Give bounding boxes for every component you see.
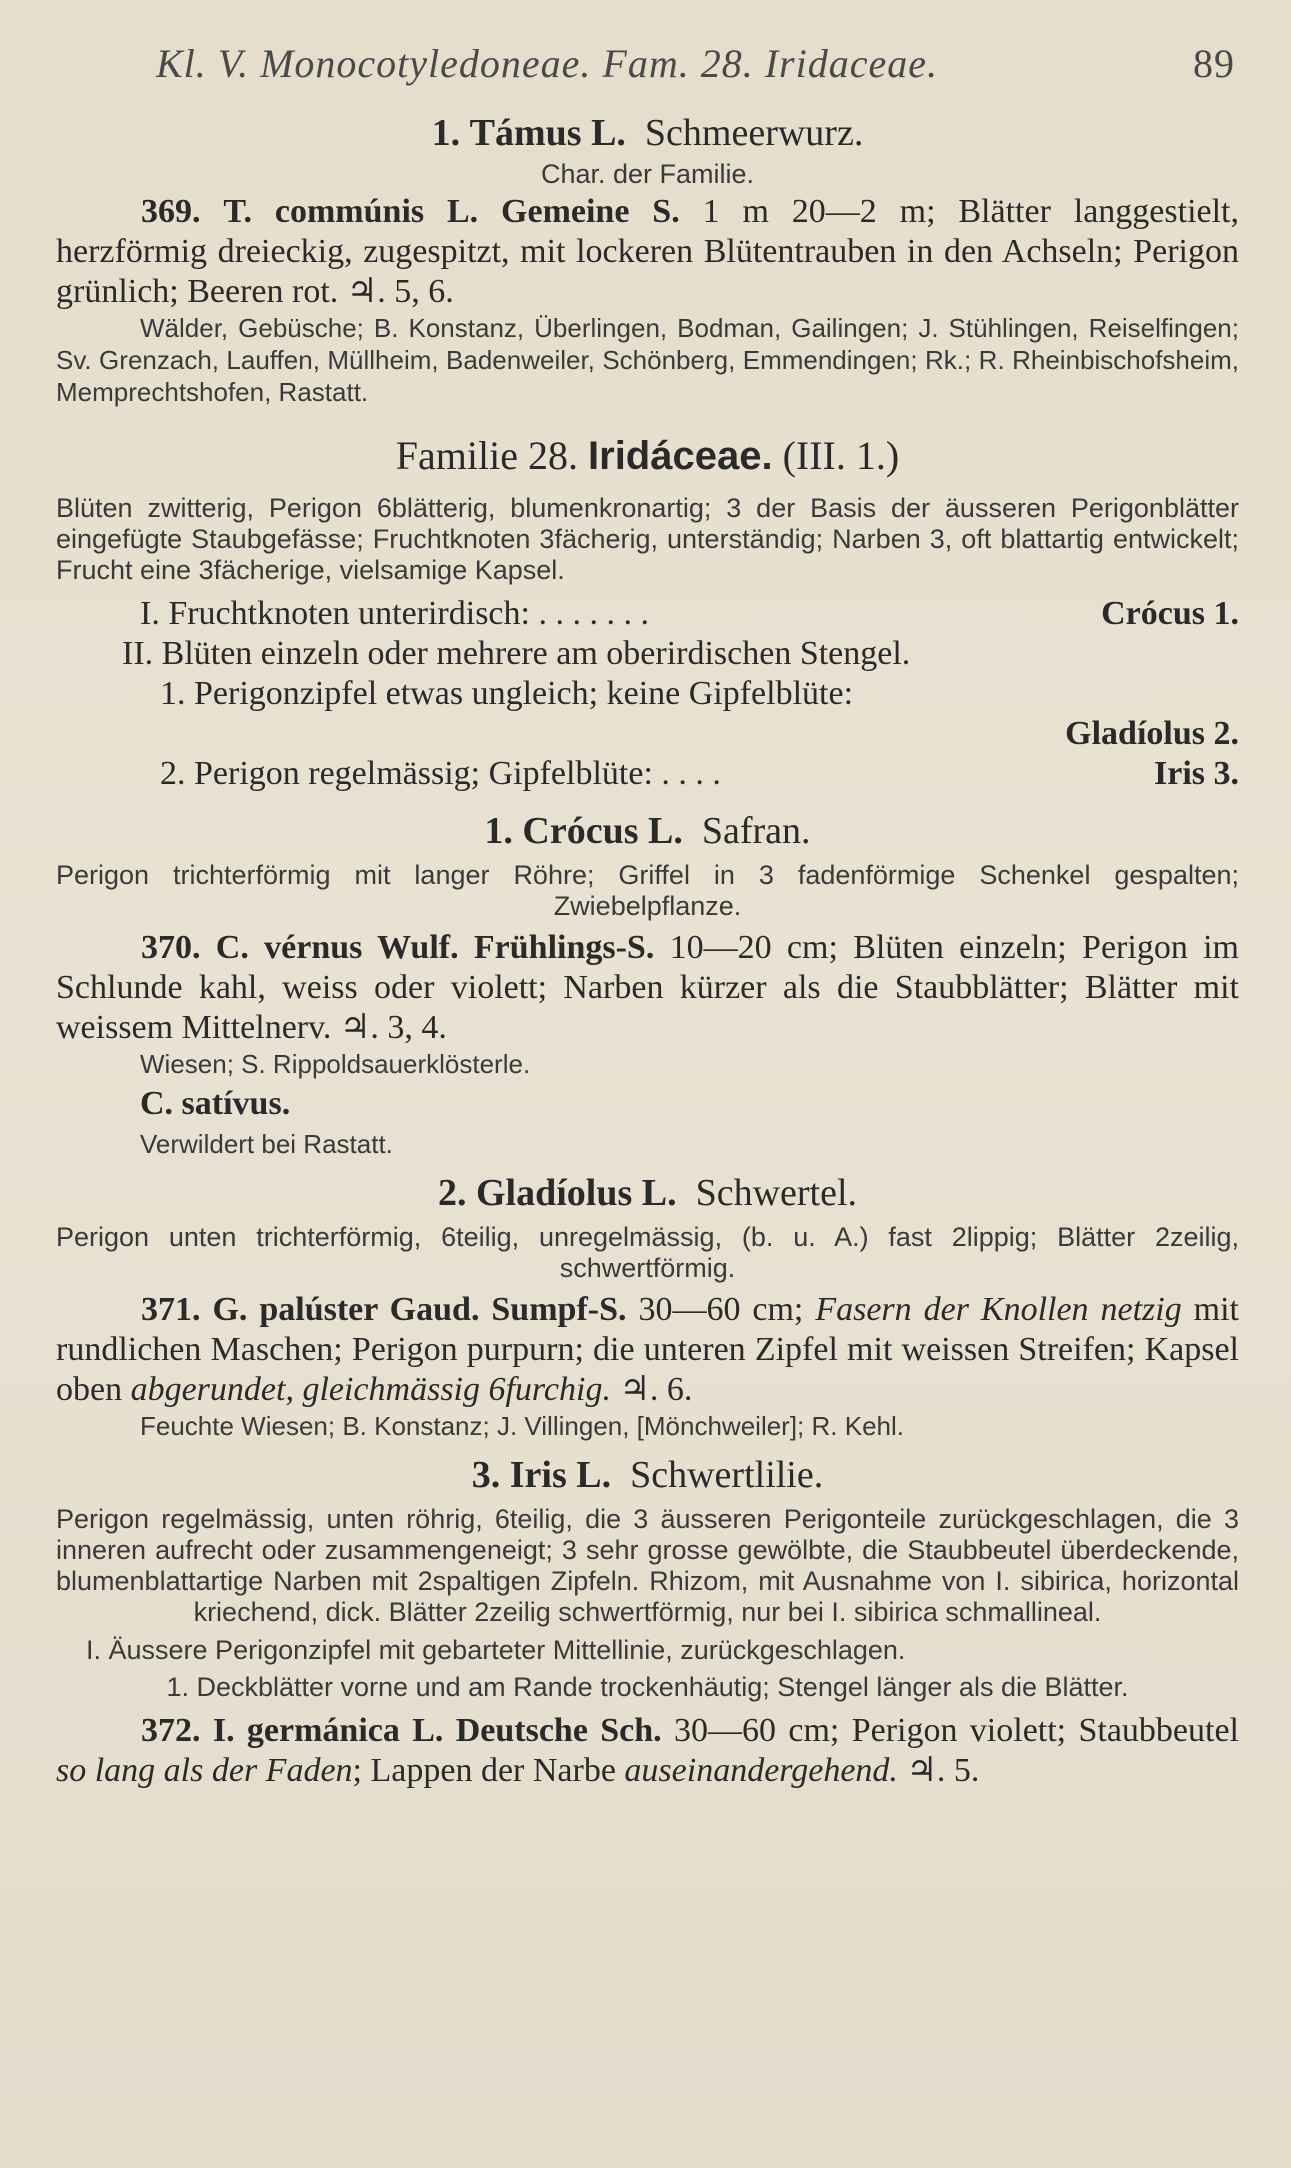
- genus-common-name: Safran.: [701, 810, 811, 852]
- genus-heading-iris: [56, 1452, 1239, 1498]
- genus-number: 2.: [437, 1172, 467, 1214]
- genus-description: Perigon trichterförmig mit langer Röhre; Griffel in 3 fadenförmige Schenkel gespalten; Zwiebelpflanze.: [56, 860, 1239, 921]
- species-name: I. germánica L. Deutsche Sch.: [212, 1712, 662, 1749]
- key-line-3: [56, 674, 1239, 714]
- key-text: 2. Perigon regelmässig; Gipfelblüte: . . . .: [160, 755, 721, 792]
- genus-name: Támus L.: [469, 112, 626, 154]
- species-name: T. commúnis L. Gemeine S.: [223, 193, 680, 230]
- species-extra-name: [56, 1084, 1239, 1124]
- species-description: ; Lappen der Narbe: [352, 1752, 625, 1789]
- key-line-3-target: [56, 714, 1239, 754]
- genus-heading-tamus: [56, 110, 1239, 156]
- species-entry-371: [56, 1290, 1239, 1410]
- species-entry-370: [56, 928, 1239, 1048]
- genus-description: Perigon regelmässig, unten röhrig, 6teilig, die 3 äusseren Perigonteile zurückgeschlagen, die 3 inneren aufrecht oder zusammengeneigt; 3 sehr grosse gewölbte, die Staubbeutel überdeckende, blumenblattartige Narben mit 2spaltigen Zipfeln. Rhizom, mit Ausnahme von I. sibirica, horizontal kriechend, dick. Blätter 2zeilig schwertförmig, nur bei I. sibirica schmallineal.: [56, 1504, 1239, 1627]
- family-name: Iridáceae.: [588, 434, 773, 478]
- key-text: I. Fruchtknoten unterirdisch: . . . . . . .: [140, 595, 649, 632]
- genus-name: Crócus L.: [522, 810, 683, 852]
- subkey-1: I. Äussere Perigonzipfel mit gebarteter Mittellinie, zurückgeschlagen.: [86, 1635, 906, 1665]
- species-description-italic: abgerundet, gleichmässig 6furchig.: [130, 1371, 611, 1408]
- genus-number: 3.: [471, 1454, 501, 1496]
- species-name: G. palúster Gaud. Sumpf-S.: [212, 1291, 627, 1328]
- species-entry-372: [56, 1711, 1239, 1791]
- species-locality: Wälder, Gebüsche; B. Konstanz, Überlingen, Bodman, Gailingen; J. Stühlingen, Reiselfingen; Sv. Grenzach, Lauffen, Müllheim, Badenweiler, Schönberg, Emmendingen; Rk.; R. Rheinbischofsheim, Memprechtshofen, Rastatt.: [56, 313, 1239, 407]
- genus-common-name: Schwertlilie.: [630, 1454, 824, 1496]
- key-text: 1. Perigonzipfel etwas ungleich; keine Gipfelblüte:: [160, 675, 854, 712]
- key-target: Crócus 1.: [1101, 595, 1239, 632]
- genus-name: Iris L.: [509, 1454, 612, 1496]
- species-description: 30—60 cm;: [626, 1291, 816, 1328]
- running-head: [56, 40, 1239, 98]
- key-line-4: [56, 754, 1239, 794]
- genus-name: Gladíolus L.: [475, 1172, 677, 1214]
- species-number: 370.: [141, 929, 201, 966]
- key-target: Gladíolus 2.: [1065, 715, 1239, 752]
- family-classification: (III. 1.): [782, 433, 900, 478]
- species-description: 10—20 cm; Blüten einzeln; Perigon im Schlunde kahl, weiss oder violett; Narben kürzer als die Staubblätter; Blätter mit weissem Mittelnerv. ♃. 3, 4.: [56, 929, 1239, 1046]
- species-locality: Verwildert bei Rastatt.: [140, 1129, 393, 1159]
- family-heading: [56, 432, 1239, 479]
- running-head-title: Kl. V. Monocotyledoneae. Fam. 28. Iridaceae.: [156, 41, 938, 86]
- genus-number: 1.: [484, 810, 513, 852]
- subkey-2: 1. Deckblätter vorne und am Rande trockenhäutig; Stengel länger als die Blätter.: [166, 1672, 1129, 1702]
- family-description: Blüten zwitterig, Perigon 6blätterig, blumenkronartig; 3 der Basis der äusseren Perigonblätter eingefügte Staubgefässe; Fruchtknoten 3fächerig, unterständig; Narben 3, oft blattartig entwickelt; Frucht eine 3fächerige, vielsamige Kapsel.: [56, 493, 1239, 585]
- species-locality: Feuchte Wiesen; B. Konstanz; J. Villingen, [Mönchweiler]; R. Kehl.: [140, 1411, 904, 1441]
- genus-description: Perigon unten trichterförmig, 6teilig, unregelmässig, (b. u. A.) fast 2lippig; Blätter 2zeilig, schwertförmig.: [56, 1222, 1239, 1283]
- key-text: II. Blüten einzeln oder mehrere am oberirdischen Stengel.: [122, 635, 911, 672]
- genus-common-name: Schmeerwurz.: [644, 112, 864, 154]
- species-name: C. satívus.: [140, 1085, 291, 1122]
- species-number: 372.: [141, 1712, 201, 1749]
- key-line-1: [56, 594, 1239, 634]
- genus-heading-gladiolus: [56, 1170, 1239, 1216]
- species-description: 1 m 20—2 m; Blätter langgestielt, herzförmig dreieckig, zugespitzt, mit lockeren Blütentrauben in den Achseln; Perigon grünlich; Beeren rot. ♃. 5, 6.: [56, 193, 1240, 310]
- family-label: Familie 28.: [395, 433, 579, 478]
- page-number: 89: [1193, 41, 1235, 86]
- species-description-italic: Fasern der Knollen netzig: [815, 1291, 1182, 1328]
- species-description-italic: so lang als der Faden: [56, 1752, 353, 1789]
- genus-number: 1.: [431, 112, 461, 154]
- species-description: ♃. 5.: [897, 1752, 980, 1789]
- genus-heading-crocus: [56, 808, 1239, 854]
- key-target: Iris 3.: [1154, 755, 1239, 792]
- key-line-2: [56, 634, 1239, 674]
- species-description: 30—60 cm; Perigon violett; Staubbeutel: [661, 1712, 1239, 1749]
- genus-character-note: Char. der Familie.: [540, 159, 755, 189]
- species-name: C. vérnus Wulf. Frühlings-S.: [215, 929, 655, 966]
- genus-common-name: Schwertel.: [695, 1172, 858, 1214]
- species-description-italic: auseinandergehend.: [624, 1752, 898, 1789]
- species-description: mit rundlichen Maschen; Perigon purpurn; die unteren Zipfel mit weissen Streifen; Kapsel oben: [56, 1291, 1240, 1408]
- species-entry-369: [56, 192, 1239, 312]
- species-description: ♃. 6.: [610, 1371, 693, 1408]
- species-number: 369.: [141, 193, 201, 230]
- species-locality: Wiesen; S. Rippoldsauerklösterle.: [140, 1049, 531, 1079]
- species-number: 371.: [141, 1291, 201, 1328]
